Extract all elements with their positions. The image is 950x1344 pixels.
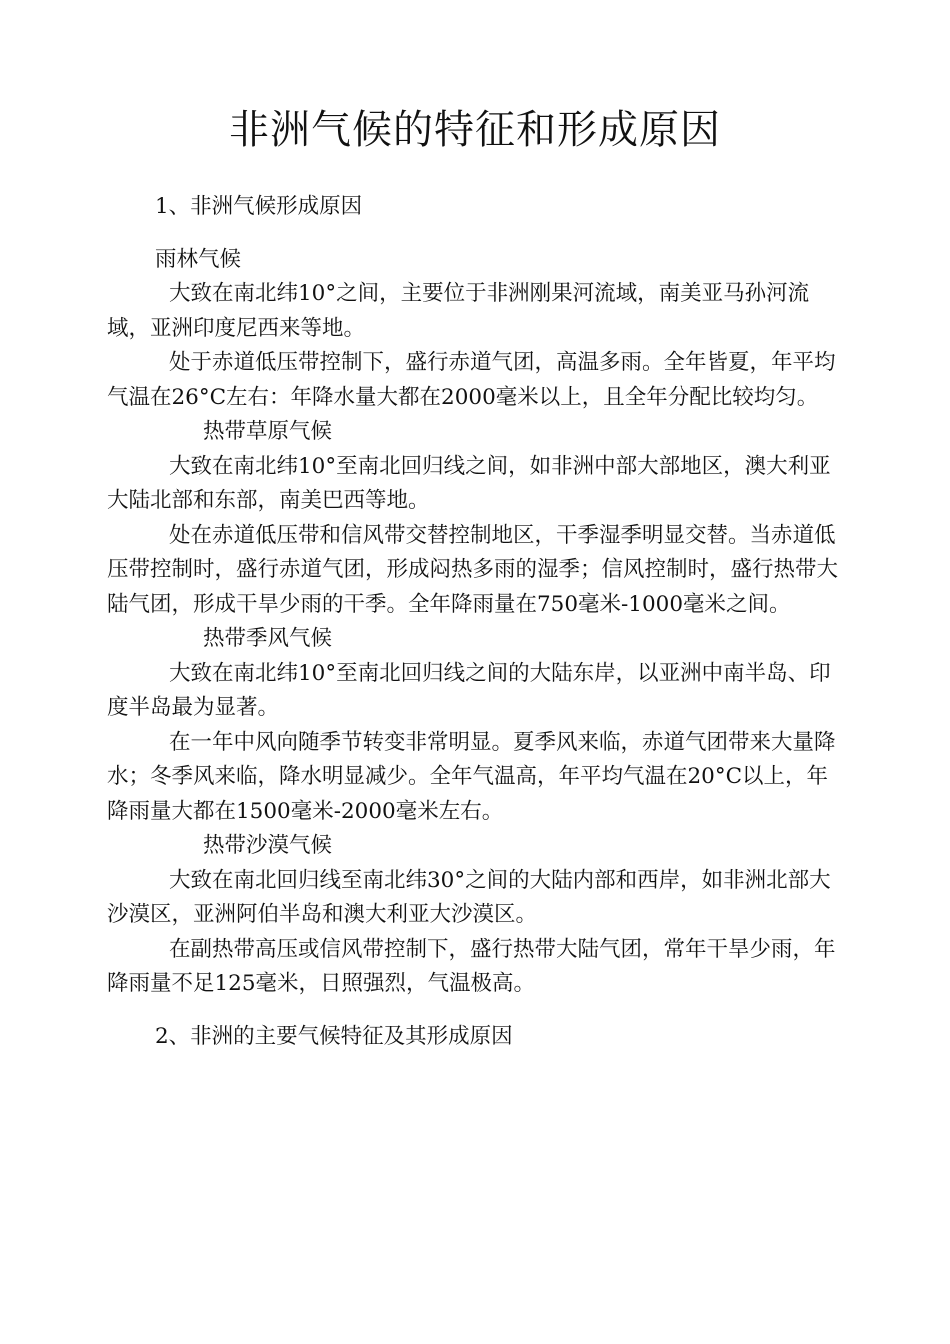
monsoon-heading: 热带季风气候 <box>203 626 333 651</box>
desert-heading: 热带沙漠气候 <box>203 833 333 858</box>
desert-paragraph-2: 在副热带高压或信风带控制下，盛行热带大陆气团，常年干旱少雨，年降雨量不足125毫米，日照强烈，气温极高。 <box>107 936 836 996</box>
section-heading-1: 1、非洲气候形成原因 <box>155 194 363 219</box>
savanna-paragraph-1: 大致在南北纬10°至南北回归线之间，如非洲中部大部地区，澳大利亚大陆北部和东部，南美巴西等地。 <box>107 453 831 513</box>
monsoon-paragraph-1: 大致在南北纬10°至南北回归线之间的大陆东岸，以亚洲中南半岛、印度半岛最为显著。 <box>107 660 831 720</box>
savanna-paragraph-2: 处在赤道低压带和信风带交替控制地区，干季湿季明显交替。当赤道低压带控制时，盛行赤道气团，形成闷热多雨的湿季；信风控制时，盛行热带大陆气团，形成干旱少雨的干季。全年降雨量在750毫米-1000毫米之间。 <box>107 522 839 617</box>
document-body <box>107 190 843 1054</box>
rainforest-paragraph-2: 处于赤道低压带控制下，盛行赤道气团，高温多雨。全年皆夏，年平均气温在26°C左右：年降水量大都在2000毫米以上，且全年分配比较均匀。 <box>107 350 836 410</box>
rainforest-paragraph-1: 大致在南北纬10°之间，主要位于非洲刚果河流域，南美亚马孙河流域，亚洲印度尼西来等地。 <box>107 281 810 341</box>
savanna-heading: 热带草原气候 <box>203 419 333 444</box>
monsoon-paragraph-2: 在一年中风向随季节转变非常明显。夏季风来临，赤道气团带来大量降水；冬季风来临，降水明显减少。全年气温高，年平均气温在20°C以上，年降雨量大都在1500毫米-2000毫米左右。 <box>107 729 836 824</box>
page-title: 非洲气候的特征和形成原因 <box>229 107 721 153</box>
rainforest-heading: 雨林气候 <box>155 246 242 272</box>
desert-paragraph-1: 大致在南北回归线至南北纬30°之间的大陆内部和西岸，如非洲北部大沙漠区，亚洲阿伯半岛和澳大利亚大沙漠区。 <box>107 867 831 927</box>
section-heading-2: 2、非洲的主要气候特征及其形成原因 <box>155 1023 513 1049</box>
